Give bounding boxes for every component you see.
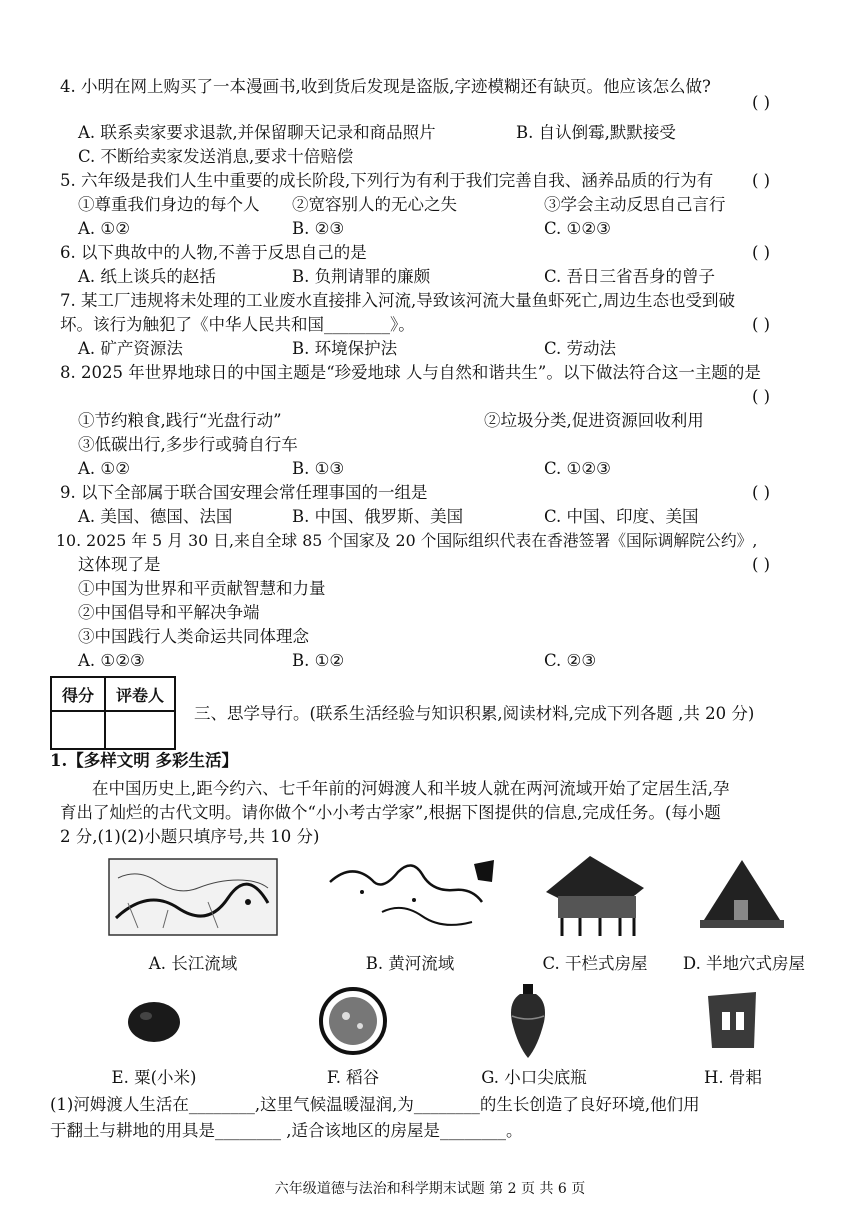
section-3-title: 三、思学导行。(联系生活经验与知识积累,阅读材料,完成下列各题 ,共 20 分) xyxy=(194,704,755,723)
page-footer: 六年级道德与法治和科学期末试题 第 2 页 共 6 页 xyxy=(274,1181,586,1197)
q10-option-c: C. ②③ xyxy=(544,651,597,670)
q5-option-a: A. ①② xyxy=(78,219,130,238)
q7-option-a: A. 矿产资源法 xyxy=(78,339,183,358)
q9-option-c: C. 中国、印度、美国 xyxy=(544,507,699,526)
q8-item-1: ①节约粮食,践行“光盘行动” xyxy=(78,411,282,430)
q4-answer-paren[interactable]: ( ) xyxy=(752,93,771,112)
millet-picture xyxy=(124,996,184,1046)
q1-heading: 1.【多样文明 多彩生活】 xyxy=(50,751,238,770)
q8-option-c: C. ①②③ xyxy=(544,459,611,478)
q10-item-2: ②中国倡导和平解决争端 xyxy=(78,603,260,622)
picture-g-caption: G. 小口尖底瓶 xyxy=(481,1068,587,1087)
q10-option-a: A. ①②③ xyxy=(78,651,145,670)
q6-answer-paren[interactable]: ( ) xyxy=(752,243,771,262)
q6-option-a: A. 纸上谈兵的赵括 xyxy=(78,267,216,286)
q5-option-b: B. ②③ xyxy=(292,219,345,238)
q10-answer-paren[interactable]: ( ) xyxy=(752,555,771,574)
q5-item-3: ③学会主动反思自己言行 xyxy=(544,195,726,214)
q4-option-b: B. 自认倒霉,默默接受 xyxy=(516,123,676,142)
q4-option-c: C. 不断给卖家发送消息,要求十倍赔偿 xyxy=(78,147,354,166)
q8-option-a: A. ①② xyxy=(78,459,130,478)
yangtze-map-picture xyxy=(108,858,278,936)
q10-option-b: B. ①② xyxy=(292,651,345,670)
q7-answer-paren[interactable]: ( ) xyxy=(752,315,771,334)
q7-option-c: C. 劳动法 xyxy=(544,339,617,358)
q8-answer-paren[interactable]: ( ) xyxy=(752,387,771,406)
q4-stem: 4. 小明在网上购买了一本漫画书,收到货后发现是盗版,字迹模糊还有缺页。他应该怎么做? xyxy=(60,77,711,96)
q9-stem: 9. 以下全部属于联合国安理会常任理事国的一组是 xyxy=(60,483,428,502)
q4-option-a: A. 联系卖家要求退款,并保留聊天记录和商品照片 xyxy=(78,123,436,142)
grader-header: 评卷人 xyxy=(105,677,175,711)
grader-cell[interactable] xyxy=(105,711,175,749)
bone-spade-picture xyxy=(704,990,760,1052)
rice-picture xyxy=(318,986,388,1056)
pointed-bottom-bottle-picture xyxy=(506,982,550,1060)
score-header: 得分 xyxy=(51,677,105,711)
picture-e-caption: E. 粟(小米) xyxy=(111,1068,197,1087)
q1-paragraph-line-2: 育出了灿烂的古代文明。请你做个“小小考古学家”,根据下图提供的信息,完成任务。(每小题 xyxy=(60,803,721,822)
stilt-house-picture xyxy=(540,852,650,938)
q7-stem-cont: 坏。该行为触犯了《中华人民共和国________》。 xyxy=(60,315,415,334)
picture-h-caption: H. 骨耜 xyxy=(704,1068,762,1087)
q6-option-c: C. 吾日三省吾身的曾子 xyxy=(544,267,716,286)
q8-item-2: ②垃圾分类,促进资源回收利用 xyxy=(484,411,704,430)
q8-option-b: B. ①③ xyxy=(292,459,345,478)
score-cell[interactable] xyxy=(51,711,105,749)
q7-stem: 7. 某工厂违规将未处理的工业废水直接排入河流,导致该河流大量鱼虾死亡,周边生态也受到破 xyxy=(60,291,735,310)
q9-option-a: A. 美国、德国、法国 xyxy=(78,507,233,526)
yellow-river-map-picture xyxy=(322,852,498,936)
q7-option-b: B. 环境保护法 xyxy=(292,339,398,358)
picture-c-caption: C. 干栏式房屋 xyxy=(542,954,648,973)
q9-answer-paren[interactable]: ( ) xyxy=(752,483,771,502)
q5-answer-paren[interactable]: ( ) xyxy=(752,171,771,190)
q1-paragraph-line-3: 2 分,(1)(2)小题只填序号,共 10 分) xyxy=(60,827,320,846)
q8-stem: 8. 2025 年世界地球日的中国主题是“珍爱地球 人与自然和谐共生”。以下做法符合这一主题的是 xyxy=(60,363,761,382)
q6-stem: 6. 以下典故中的人物,不善于反思自己的是 xyxy=(60,243,367,262)
q6-option-b: B. 负荆请罪的廉颇 xyxy=(292,267,431,286)
q5-item-1: ①尊重我们身边的每个人 xyxy=(78,195,260,214)
q5-option-c: C. ①②③ xyxy=(544,219,611,238)
picture-a-caption: A. 长江流域 xyxy=(148,954,238,973)
q5-stem: 5. 六年级是我们人生中重要的成长阶段,下列行为有利于我们完善自我、涵养品质的行为有 xyxy=(60,171,714,190)
picture-f-caption: F. 稻谷 xyxy=(326,1068,380,1087)
picture-d-caption: D. 半地穴式房屋 xyxy=(682,954,806,973)
q10-stem: 10. 2025 年 5 月 30 日,来自全球 85 个国家及 20 个国际组织代表在香港签署《国际调解院公约》, xyxy=(56,531,758,550)
q1-paragraph-line-1: 在中国历史上,距今约六、七千年前的河姆渡人和半坡人就在两河流域开始了定居生活,孕 xyxy=(92,779,730,798)
q1-sub1-line-1: (1)河姆渡人生活在________,这里气候温暖湿润,为________的生长创造了良好环境,他们用 xyxy=(50,1095,700,1114)
q1-sub1-line-2: 于翻土与耕地的用具是________ ,适合该地区的房屋是________。 xyxy=(50,1121,523,1140)
score-table xyxy=(50,676,176,750)
q10-item-3: ③中国践行人类命运共同体理念 xyxy=(78,627,309,646)
semi-subterranean-house-picture xyxy=(700,856,784,936)
q9-option-b: B. 中国、俄罗斯、美国 xyxy=(292,507,464,526)
q10-item-1: ①中国为世界和平贡献智慧和力量 xyxy=(78,579,326,598)
q10-stem-cont: 这体现了是 xyxy=(78,555,161,574)
q5-item-2: ②宽容别人的无心之失 xyxy=(292,195,457,214)
q8-item-3: ③低碳出行,多步行或骑自行车 xyxy=(78,435,298,454)
picture-b-caption: B. 黄河流域 xyxy=(365,954,455,973)
